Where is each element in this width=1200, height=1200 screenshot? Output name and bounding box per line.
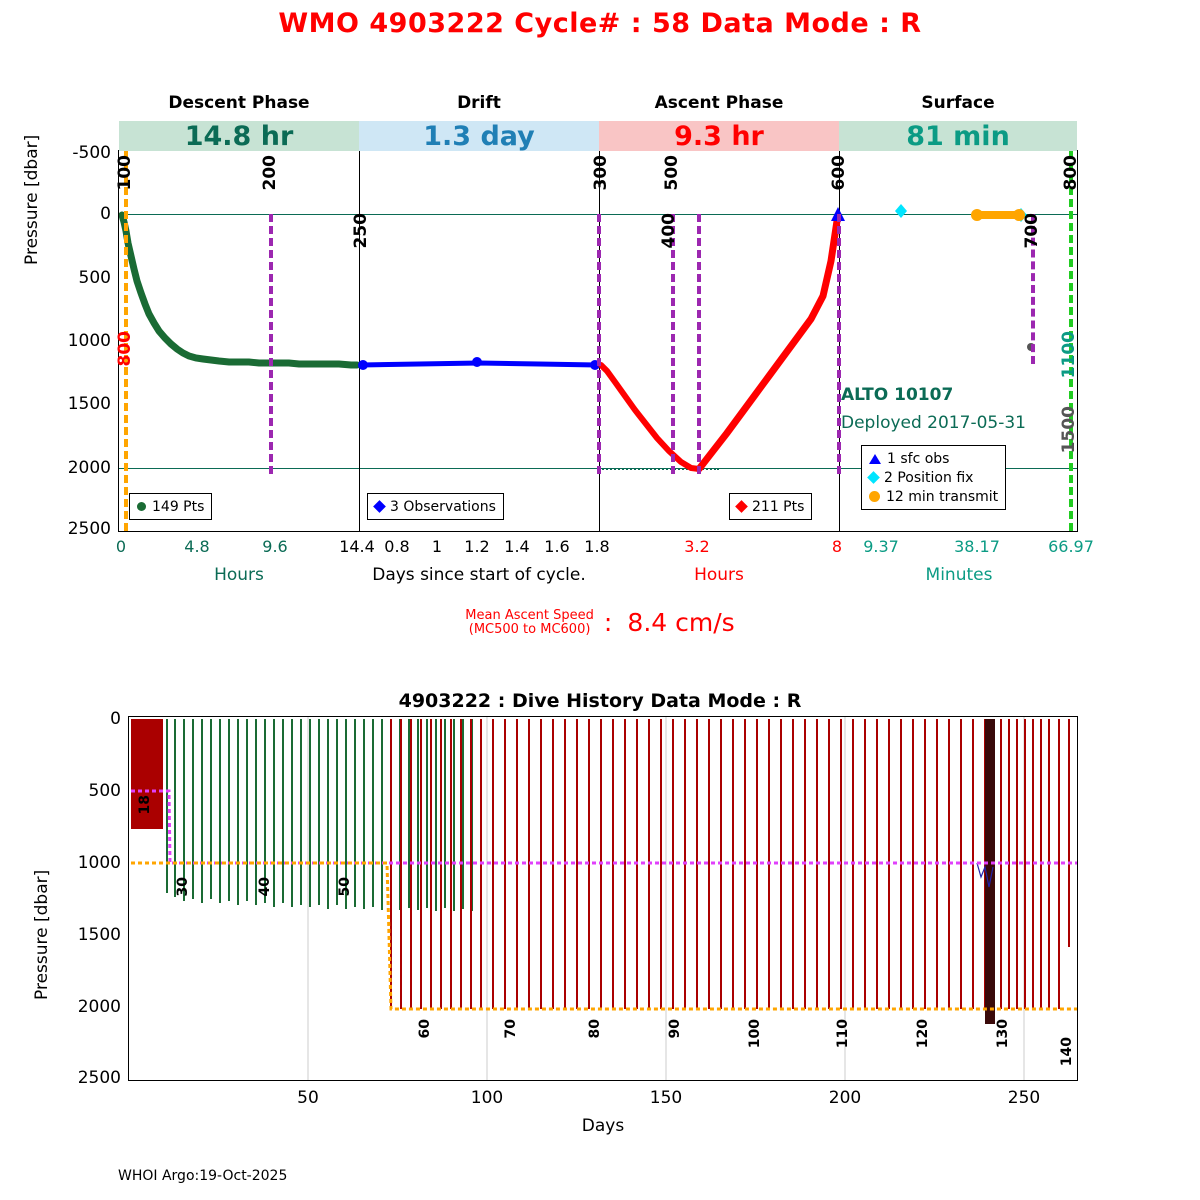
bottom-chart-ylabel: Pressure [dbar] [32, 869, 52, 1000]
cycle-label-18: 18 [137, 795, 153, 815]
cycle-label-110: 110 [835, 1019, 851, 1049]
xtick-bot-100: 100 [470, 1088, 504, 1108]
legend-descent [129, 493, 212, 520]
dive-history-chart [77, 709, 1078, 1136]
mc-line-500 [671, 214, 675, 474]
ytick-bot-500: 500 [88, 781, 121, 801]
cycle-label-130: 130 [995, 1019, 1011, 1049]
legend-marker-descent [137, 502, 146, 511]
cycle-label-140: 140 [1059, 1037, 1075, 1067]
mc-label-800: 800 [1061, 155, 1081, 191]
ytick-bot-1000: 1000 [77, 853, 121, 873]
cycle-profile-chart [67, 93, 1094, 585]
xtick-surface-1: 38.17 [954, 537, 1000, 556]
xtick-drift-5: 1.6 [544, 537, 570, 556]
xtick-surface-2: 66.97 [1048, 537, 1094, 556]
xtick-descent-0: 0 [115, 537, 127, 556]
xtick-bot-50: 50 [297, 1088, 319, 1108]
phase-header-ascent: Ascent Phase [654, 93, 784, 113]
mc-line-300 [597, 214, 601, 474]
xtick-drift-6: 1.8 [584, 537, 610, 556]
mc-label-600: 600 [829, 155, 849, 191]
cycle-label-50: 50 [337, 877, 353, 897]
mc-label-700: 700 [1022, 213, 1042, 249]
mean-ascent-speed [0, 608, 1200, 637]
phase-duration-descent: 14.8 hr [119, 121, 359, 151]
legend-surface-label-2: 12 min transmit [886, 488, 999, 505]
ytick-top-2500: 2500 [67, 519, 111, 539]
bottom-chart-xlabel: Days [581, 1116, 625, 1136]
xtick-drift-3: 1.2 [464, 537, 490, 556]
mean-ascent-speed-line2: (MC500 to MC600) [468, 621, 591, 637]
legend-surface-label-1: 2 Position fix [884, 469, 974, 486]
deploy-date-annotation: Deployed 2017-05-31 [841, 413, 1026, 433]
footer-text: WHOI Argo:19-Oct-2025 [118, 1168, 288, 1184]
xtick-descent-2: 9.6 [262, 537, 288, 556]
phase-duration-drift: 1.3 day [359, 121, 599, 151]
mc-line-600 [837, 214, 841, 474]
legend-ascent-label: 211 Pts [752, 498, 805, 515]
mean-ascent-speed-value: 8.4 cm/s [627, 608, 735, 637]
ytick-bot-0: 0 [110, 709, 121, 729]
mc-label-1500: 1500 [1059, 406, 1079, 454]
mc-label-400: 400 [659, 213, 679, 249]
xtick-bot-200: 200 [828, 1088, 862, 1108]
mc-label-250: 250 [351, 213, 371, 249]
xtick-bot-150: 150 [649, 1088, 683, 1108]
mc-line-400 [697, 214, 701, 474]
cycle-label-40: 40 [257, 877, 273, 897]
legend-marker-drift [373, 500, 386, 513]
cycle-label-90: 90 [667, 1019, 683, 1039]
page-title: WMO 4903222 Cycle# : 58 Data Mode : R [278, 8, 922, 39]
phase-header-drift: Drift [457, 93, 501, 113]
xtick-ascent-1: 8 [831, 537, 843, 556]
legend-marker-sfc-obs [869, 454, 881, 464]
float-name-annotation: ALTO 10107 [841, 385, 954, 405]
dive-history-traces [129, 717, 1077, 1080]
mc-label-300: 300 [591, 155, 611, 191]
cycle-label-80: 80 [587, 1019, 603, 1039]
xtick-surface-0: 9.37 [863, 537, 899, 556]
dive-history-title: 4903222 : Dive History Data Mode : R [398, 690, 802, 712]
legend-descent-label: 149 Pts [152, 498, 205, 515]
legend-marker-ascent [735, 500, 748, 513]
cycle-label-30: 30 [175, 877, 191, 897]
mc-label-500: 500 [662, 155, 682, 191]
ytick-bot-1500: 1500 [77, 925, 121, 945]
legend-ascent [729, 493, 812, 520]
ytick-top-0: 0 [100, 204, 111, 224]
mean-ascent-speed-line1: Mean Ascent Speed [465, 607, 594, 623]
xtick-drift-0: 14.4 [339, 537, 375, 556]
xtick-drift-4: 1.4 [504, 537, 530, 556]
legend-drift-label: 3 Observations [390, 498, 496, 515]
mc-label-800-left: 800 [115, 331, 135, 367]
ytick-top--500: -500 [72, 143, 111, 163]
xtick-ascent-0: 3.2 [684, 537, 710, 556]
xaxis-group-label-hours-descent: Hours [214, 565, 264, 585]
ytick-bot-2500: 2500 [77, 1068, 121, 1088]
legend-marker-position-fix [867, 471, 880, 484]
xaxis-group-label-hours-ascent: Hours [694, 565, 744, 585]
cycle-label-100: 100 [747, 1019, 763, 1049]
mean-ascent-speed-label [465, 609, 594, 636]
ytick-top-500: 500 [78, 268, 111, 288]
ytick-top-1500: 1500 [67, 394, 111, 414]
mc-line-200 [269, 214, 273, 474]
xtick-drift-1: 0.8 [384, 537, 410, 556]
ytick-top-1000: 1000 [67, 331, 111, 351]
xaxis-group-label-days: Days since start of cycle. [372, 565, 586, 585]
ytick-bot-2000: 2000 [77, 997, 121, 1017]
xtick-drift-2: 1 [431, 537, 443, 556]
mc-label-100: 100 [115, 155, 135, 191]
phase-duration-ascent: 9.3 hr [599, 121, 839, 151]
mean-ascent-speed-colon: : [603, 608, 613, 637]
cycle-label-120: 120 [915, 1019, 931, 1049]
mc-label-200: 200 [260, 155, 280, 191]
cycle-label-70: 70 [503, 1019, 519, 1039]
legend-drift [367, 493, 504, 520]
legend-surface [861, 445, 1006, 510]
xtick-bot-250: 250 [1007, 1088, 1041, 1108]
mc-label-1100: 1100 [1059, 331, 1079, 379]
phase-header-surface: Surface [921, 93, 995, 113]
ytick-top-2000: 2000 [67, 458, 111, 478]
legend-marker-transmit [869, 491, 880, 502]
legend-surface-label-0: 1 sfc obs [887, 450, 950, 467]
xtick-descent-1: 4.8 [184, 537, 210, 556]
xaxis-group-label-minutes: Minutes [925, 565, 993, 585]
phase-duration-surface: 81 min [839, 121, 1077, 151]
cycle-label-60: 60 [417, 1019, 433, 1039]
top-chart-ylabel: Pressure [dbar] [22, 134, 42, 265]
phase-header-descent: Descent Phase [168, 93, 310, 113]
